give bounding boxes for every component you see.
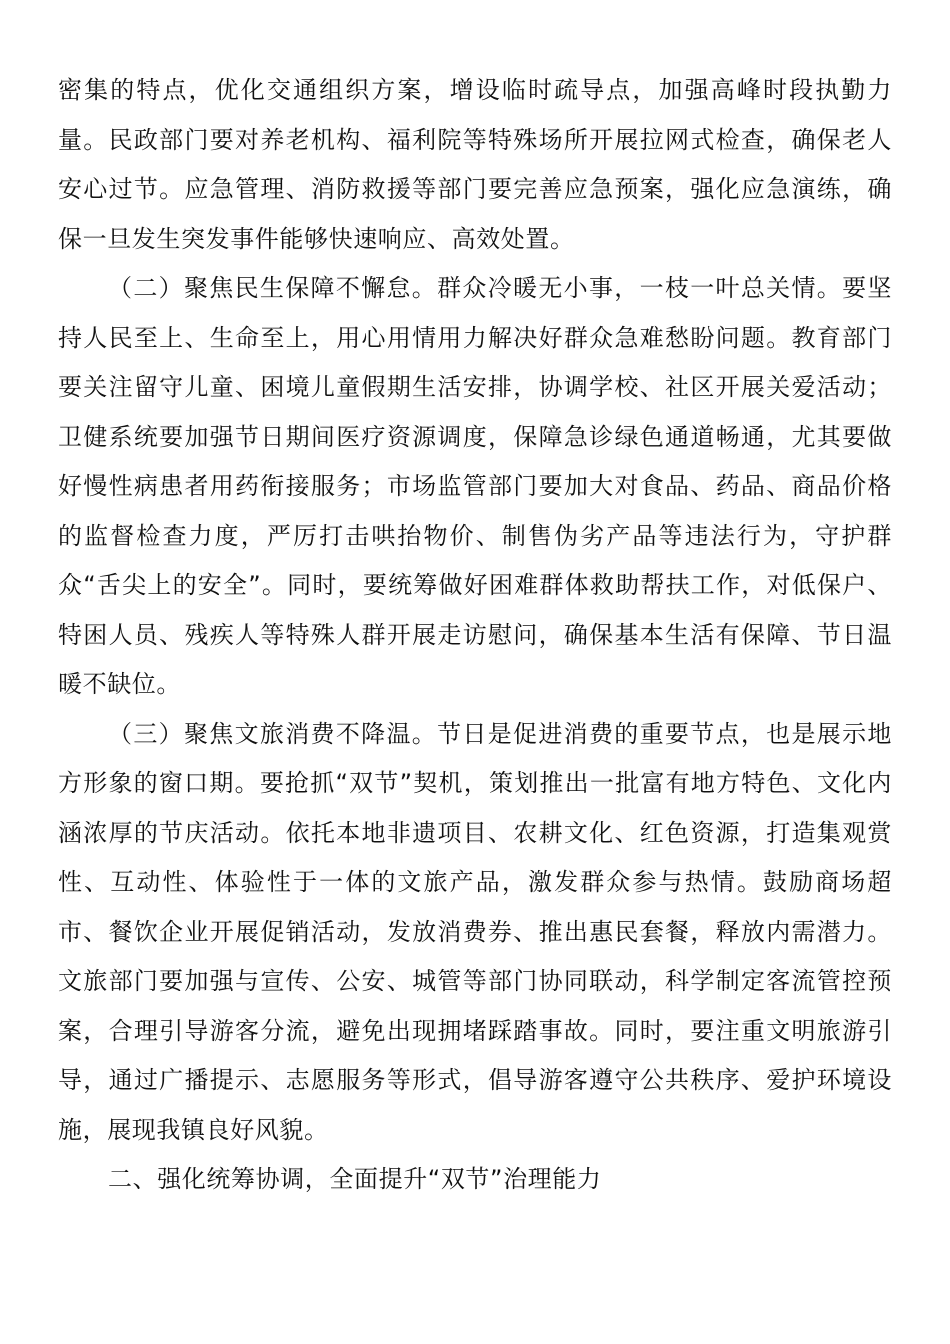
paragraph-traffic-safety: 密集的特点，优化交通组织方案，增设临时疏导点，加强高峰时段执勤力量。民政部门要对养老机构、福利院等特殊场所开展拉网式检查，确保老人安心过节。应急管理、消防救援等部门要完善应急预案，强化应急演练，确保一旦发生突发事件能够快速响应、高效处置。 <box>58 76 892 253</box>
paragraph-livelihood-security: （二）聚焦民生保障不懈怠。群众冷暖无小事，一枝一叶总关情。要坚持人民至上、生命至上，用心用情用力解决好群众急难愁盼问题。教育部门要关注留守儿童、困境儿童假期生活安排，协调学校、社区开展关爱活动；卫健系统要加强节日期间医疗资源调度，保障急诊绿色通道畅通，尤其要做好慢性病患者用药衔接服务；市场监管部门要加大对食品、药品、商品价格的监督检查力度，严厉打击哄抬物价、制售伪劣产品等违法行为，守护群众“舌尖上的安全”。同时，要统筹做好困难群体救助帮扶工作，对低保户、特困人员、残疾人等特殊人群开展走访慰问，确保基本生活有保障、节日温暖不缺位。 <box>58 274 892 698</box>
document-body <box>58 66 892 1205</box>
section-heading: 二、强化统筹协调，全面提升“双节”治理能力 <box>108 1165 602 1193</box>
paragraph-cultural-tourism: （三）聚焦文旅消费不降温。节日是促进消费的重要节点，也是展示地方形象的窗口期。要抢抓“双节”契机，策划推出一批富有地方特色、文化内涵浓厚的节庆活动。依托本地非遗项目、农耕文化、红色资源，打造集观赏性、互动性、体验性于一体的文旅产品，激发群众参与热情。鼓励商场超市、餐饮企业开展促销活动，发放消费券、推出惠民套餐，释放内需潜力。文旅部门要加强与宣传、公安、城管等部门协同联动，科学制定客流管控预案，合理引导游客分流，避免出现拥堵踩踏事故。同时，要注重文明旅游引导，通过广播提示、志愿服务等形式，倡导游客遵守公共秩序、爱护环境设施，展现我镇良好风貌。 <box>58 719 892 1144</box>
